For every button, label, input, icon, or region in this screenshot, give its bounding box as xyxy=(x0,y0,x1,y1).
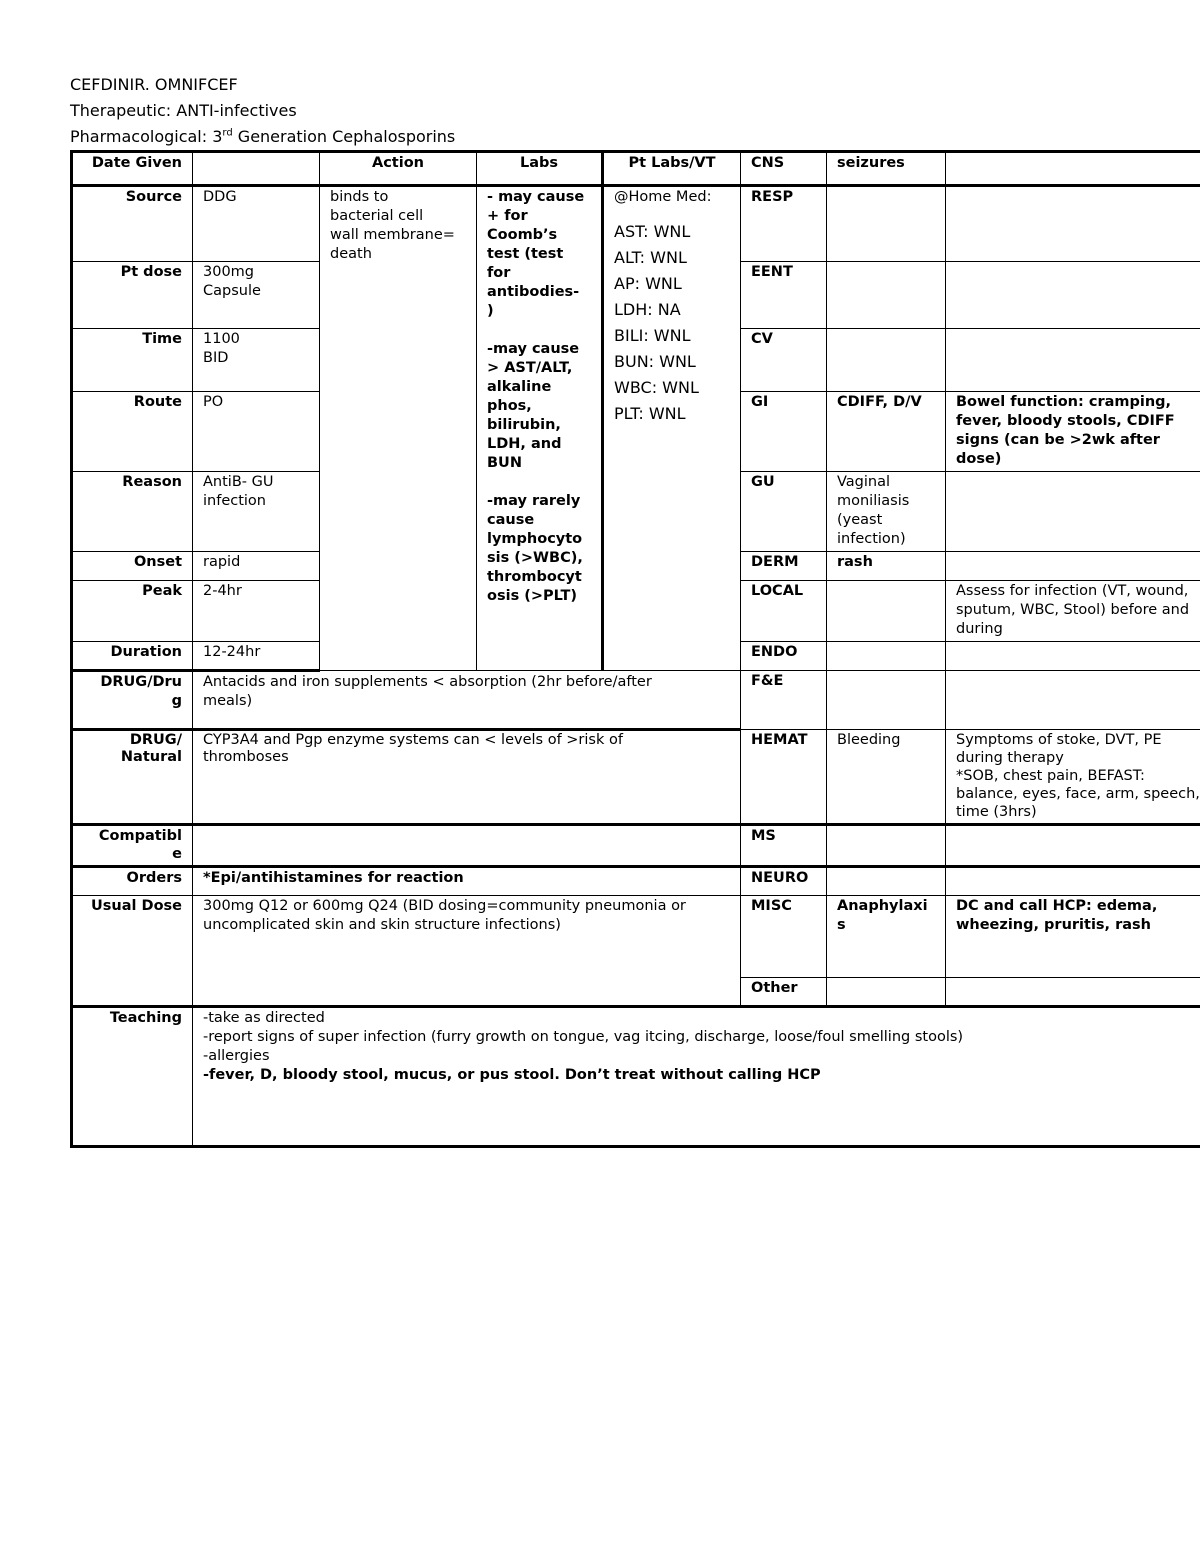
teaching-line-allergies: -allergies xyxy=(203,1048,270,1064)
fe-note xyxy=(946,671,1200,730)
eent-finding xyxy=(827,262,946,329)
pt-lab-alt: ALT: WNL xyxy=(614,248,687,267)
date-given-label: Date Given xyxy=(72,152,193,186)
ms-note xyxy=(946,825,1200,867)
drug-card-table xyxy=(70,150,1200,1148)
hemat-note: Symptoms of stoke, DVT, PE during therapy *SOB, chest pain, BEFAST: balance, eyes, face, arm, speech, time (3hrs) xyxy=(946,730,1200,825)
teaching-value xyxy=(193,1007,1200,1147)
pt-lab-ap: AP: WNL xyxy=(614,274,682,293)
drug-name: CEFDINIR. OMNIFCEF xyxy=(70,75,238,94)
source-label: Source xyxy=(72,186,193,262)
drug-drug-value: Antacids and iron supplements < absorption (2hr before/after meals) xyxy=(193,671,741,730)
drug-drug-label: DRUG/Dru g xyxy=(72,671,193,730)
pt-lab-bun: BUN: WNL xyxy=(614,352,696,371)
gu-finding: Vaginal moniliasis (yeast infection) xyxy=(827,472,946,552)
local-note: Assess for infection (VT, wound, sputum, WBC, Stool) before and during xyxy=(946,581,1200,642)
local-label: LOCAL xyxy=(741,581,827,642)
usual-dose-label: Usual Dose xyxy=(72,896,193,1007)
time-label: Time xyxy=(72,329,193,392)
onset-value: rapid xyxy=(193,552,320,581)
pharm-prefix: Pharmacological: 3 xyxy=(70,127,223,146)
neuro-label: NEURO xyxy=(741,867,827,896)
compatible-label: Compatibl e xyxy=(72,825,193,867)
teaching-row xyxy=(72,1007,1200,1147)
neuro-finding xyxy=(827,867,946,896)
pt-dose-label: Pt dose xyxy=(72,262,193,329)
endo-finding xyxy=(827,642,946,671)
route-label: Route xyxy=(72,392,193,472)
onset-label: Onset xyxy=(72,552,193,581)
source-value: DDG xyxy=(193,186,320,262)
resp-label: RESP xyxy=(741,186,827,262)
hemat-finding: Bleeding xyxy=(827,730,946,825)
cv-label: CV xyxy=(741,329,827,392)
pt-lab-ldh: LDH: NA xyxy=(614,300,681,319)
fe-label: F&E xyxy=(741,671,827,730)
cv-finding xyxy=(827,329,946,392)
derm-note xyxy=(946,552,1200,581)
usual-dose-value: 300mg Q12 or 600mg Q24 (BID dosing=community pneumonia or uncomplicated skin and skin structure infections) xyxy=(193,896,741,1007)
pharmacological-class xyxy=(70,124,455,150)
drug-natural-row xyxy=(72,730,1200,825)
orders-value: *Epi/antihistamines for reaction xyxy=(193,867,741,896)
other-finding xyxy=(827,978,946,1007)
cns-label: CNS xyxy=(741,152,827,186)
hemat-label: HEMAT xyxy=(741,730,827,825)
pt-dose-value: 300mg Capsule xyxy=(193,262,320,329)
cns-note xyxy=(946,152,1200,186)
orders-label: Orders xyxy=(72,867,193,896)
peak-value: 2-4hr xyxy=(193,581,320,642)
duration-value: 12-24hr xyxy=(193,642,320,671)
labs-text xyxy=(477,186,603,671)
home-med-label: @Home Med: xyxy=(614,189,712,205)
reason-label: Reason xyxy=(72,472,193,552)
other-label: Other xyxy=(741,978,827,1007)
derm-label: DERM xyxy=(741,552,827,581)
header-row xyxy=(72,152,1200,186)
route-value: PO xyxy=(193,392,320,472)
time-value: 1100 BID xyxy=(193,329,320,392)
labs-note-coombs: - may cause + for Coomb’s test (test for antibodies- ) xyxy=(487,189,585,319)
gi-note: Bowel function: cramping, fever, bloody stools, CDIFF signs (can be >2wk after dose) xyxy=(946,392,1200,472)
drug-natural-label: DRUG/ Natural xyxy=(72,730,193,825)
teaching-line-super-infection: -report signs of super infection (furry growth on tongue, vag itcing, discharge, loose/foul smelling stools) xyxy=(203,1029,964,1045)
gu-note xyxy=(946,472,1200,552)
pt-lab-ast: AST: WNL xyxy=(614,222,691,241)
reason-value: AntiB- GU infection xyxy=(193,472,320,552)
peak-label: Peak xyxy=(72,581,193,642)
compatible-value xyxy=(193,825,741,867)
gu-label: GU xyxy=(741,472,827,552)
derm-finding: rash xyxy=(827,552,946,581)
source-row xyxy=(72,186,1200,262)
pt-lab-plt: PLT: WNL xyxy=(614,404,686,423)
misc-finding: Anaphylaxi s xyxy=(827,896,946,978)
local-finding xyxy=(827,581,946,642)
teaching-line-fever: -fever, D, bloody stool, mucus, or pus stool. Don’t treat without calling HCP xyxy=(203,1067,821,1083)
action-header: Action xyxy=(320,152,477,186)
ms-label: MS xyxy=(741,825,827,867)
cns-finding: seizures xyxy=(827,152,946,186)
pharm-suffix: Generation Cephalosporins xyxy=(232,127,456,146)
ms-finding xyxy=(827,825,946,867)
cv-note xyxy=(946,329,1200,392)
eent-note xyxy=(946,262,1200,329)
therapeutic-class: Therapeutic: ANTI-infectives xyxy=(70,101,297,120)
teaching-line-directed: -take as directed xyxy=(203,1010,325,1026)
gi-finding: CDIFF, D/V xyxy=(827,392,946,472)
misc-note: DC and call HCP: edema, wheezing, pruritis, rash xyxy=(946,896,1200,978)
pt-lab-wbc: WBC: WNL xyxy=(614,378,699,397)
labs-header: Labs xyxy=(477,152,603,186)
pt-labs-values xyxy=(603,186,741,671)
fe-finding xyxy=(827,671,946,730)
date-given-value xyxy=(193,152,320,186)
gi-label: GI xyxy=(741,392,827,472)
pt-labs-header: Pt Labs/VT xyxy=(603,152,741,186)
labs-note-blood: -may rarely cause lymphocyto sis (>WBC), thrombocyt osis (>PLT) xyxy=(487,493,583,604)
misc-label: MISC xyxy=(741,896,827,978)
eent-label: EENT xyxy=(741,262,827,329)
pharm-superscript: rd xyxy=(222,127,233,139)
resp-finding xyxy=(827,186,946,262)
compatible-row xyxy=(72,825,1200,867)
endo-label: ENDO xyxy=(741,642,827,671)
labs-note-liver: -may cause > AST/ALT, alkaline phos, bilirubin, LDH, and BUN xyxy=(487,341,580,471)
orders-row xyxy=(72,867,1200,896)
duration-label: Duration xyxy=(72,642,193,671)
usual-dose-row xyxy=(72,896,1200,978)
drug-natural-value: CYP3A4 and Pgp enzyme systems can < levels of >risk of thromboses xyxy=(193,730,741,825)
other-note xyxy=(946,978,1200,1007)
resp-note xyxy=(946,186,1200,262)
pt-lab-bili: BILI: WNL xyxy=(614,326,691,345)
endo-note xyxy=(946,642,1200,671)
teaching-label: Teaching xyxy=(72,1007,193,1147)
drug-drug-row xyxy=(72,671,1200,730)
action-text: binds to bacterial cell wall membrane= death xyxy=(320,186,477,671)
neuro-note xyxy=(946,867,1200,896)
